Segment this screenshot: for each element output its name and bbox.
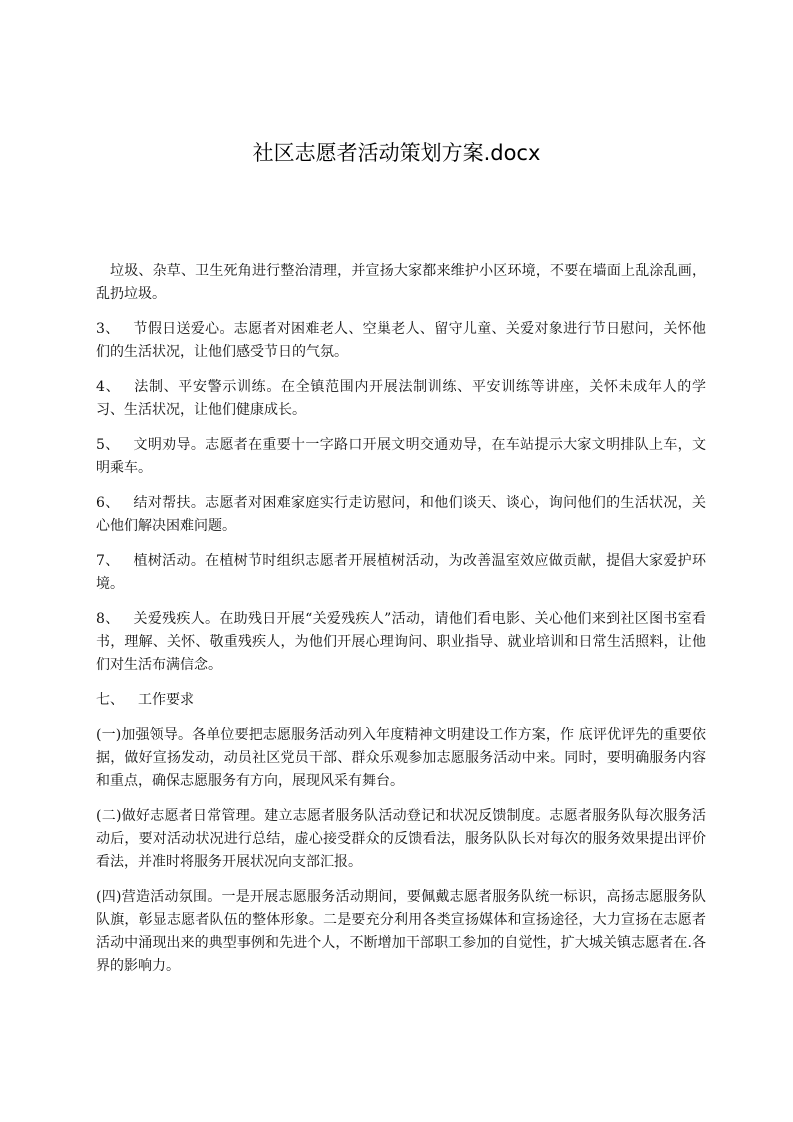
paragraph-text: 法制、平安警示训练。在全镇范围内开展法制训练、平安训练等讲座，关怀未成年人的学习、生活状况，让他们健康成长。 xyxy=(96,379,706,418)
paragraph xyxy=(96,724,706,793)
paragraph-number: 3、 xyxy=(96,321,120,337)
paragraph xyxy=(96,318,706,364)
paragraph-text: 文明劝导。志愿者在重要十一字路口开展文明交通劝导，在车站提示大家文明排队上车，文明乘车。 xyxy=(96,437,706,476)
section-heading-text: 工作要求 xyxy=(138,692,194,708)
paragraph-text: 垃圾、杂草、卫生死角进行整治清理，并宣扬大家都来维护小区环境，不要在墙面上乱涂乱画，乱扔垃圾。 xyxy=(96,263,706,302)
paragraph xyxy=(96,550,706,596)
paragraph xyxy=(96,805,706,874)
paragraph xyxy=(96,492,706,538)
paragraph-text: (二)做好志愿者日常管理。建立志愿者服务队活动登记和状况反馈制度。志愿者服务队每次服务活动后，要对活动状况进行总结，虚心接受群众的反馈看法，服务队队长对每次的服务效果提出评价看法，并准时将服务开展状况向支部汇报。 xyxy=(96,808,706,870)
paragraph-number: 8、 xyxy=(96,611,120,627)
paragraph-text: 结对帮扶。志愿者对困难家庭实行走访慰问，和他们谈天、谈心，询问他们的生活状况，关心他们解决困难问题。 xyxy=(96,495,706,534)
paragraph-number: 4、 xyxy=(96,379,121,395)
paragraph xyxy=(96,376,706,422)
paragraph-text: (一)加强领导。各单位要把志愿服务活动列入年度精神文明建设工作方案，作 底评优评先的重要依据，做好宣扬发动，动员社区党员干部、群众乐观参加志愿服务活动中来。同时，要明确服务内容和重点，确保志愿服务有方向，展现风采有舞台。 xyxy=(96,727,706,789)
section-heading xyxy=(96,689,706,712)
section-number: 七、 xyxy=(96,692,124,708)
paragraph-text: 节假日送爱心。志愿者对困难老人、空巢老人、留守儿童、关爱对象进行节日慰问，关怀他们的生活状况，让他们感受节日的气氛。 xyxy=(96,321,706,360)
paragraph-number: 5、 xyxy=(96,437,120,453)
document-body xyxy=(96,260,706,990)
paragraph xyxy=(96,608,706,677)
document-title: 社区志愿者活动策划方案.docx xyxy=(252,141,541,165)
paragraph-text: 关爱残疾人。在助残日开展“关爱残疾人”活动，请他们看电影、关心他们来到社区图书室看书，理解、关怀、敬重残疾人，为他们开展心理询问、职业指导、就业培训和日常生活照料，让他们对生活布满信念。 xyxy=(96,611,706,673)
paragraph-text: (四)营造活动氛围。一是开展志愿服务活动期间，要佩戴志愿者服务队统一标识，高扬志愿服务队队旗，彰显志愿者队伍的整体形象。二是要充分利用各类宣扬媒体和宣扬途径，大力宣扬在志愿者活动中涌现出来的典型事例和先进个人，不断增加干部职工参加的自觉性，扩大城关镇志愿者在.各界的影响力。 xyxy=(96,889,706,974)
paragraph xyxy=(96,434,706,480)
paragraph-text: 植树活动。在植树节时组织志愿者开展植树活动，为改善温室效应做贡献，提倡大家爱护环境。 xyxy=(96,553,706,592)
paragraph xyxy=(96,886,706,978)
paragraph-number: 6、 xyxy=(96,495,120,511)
paragraph-number: 7、 xyxy=(96,553,120,569)
paragraph xyxy=(96,260,706,306)
